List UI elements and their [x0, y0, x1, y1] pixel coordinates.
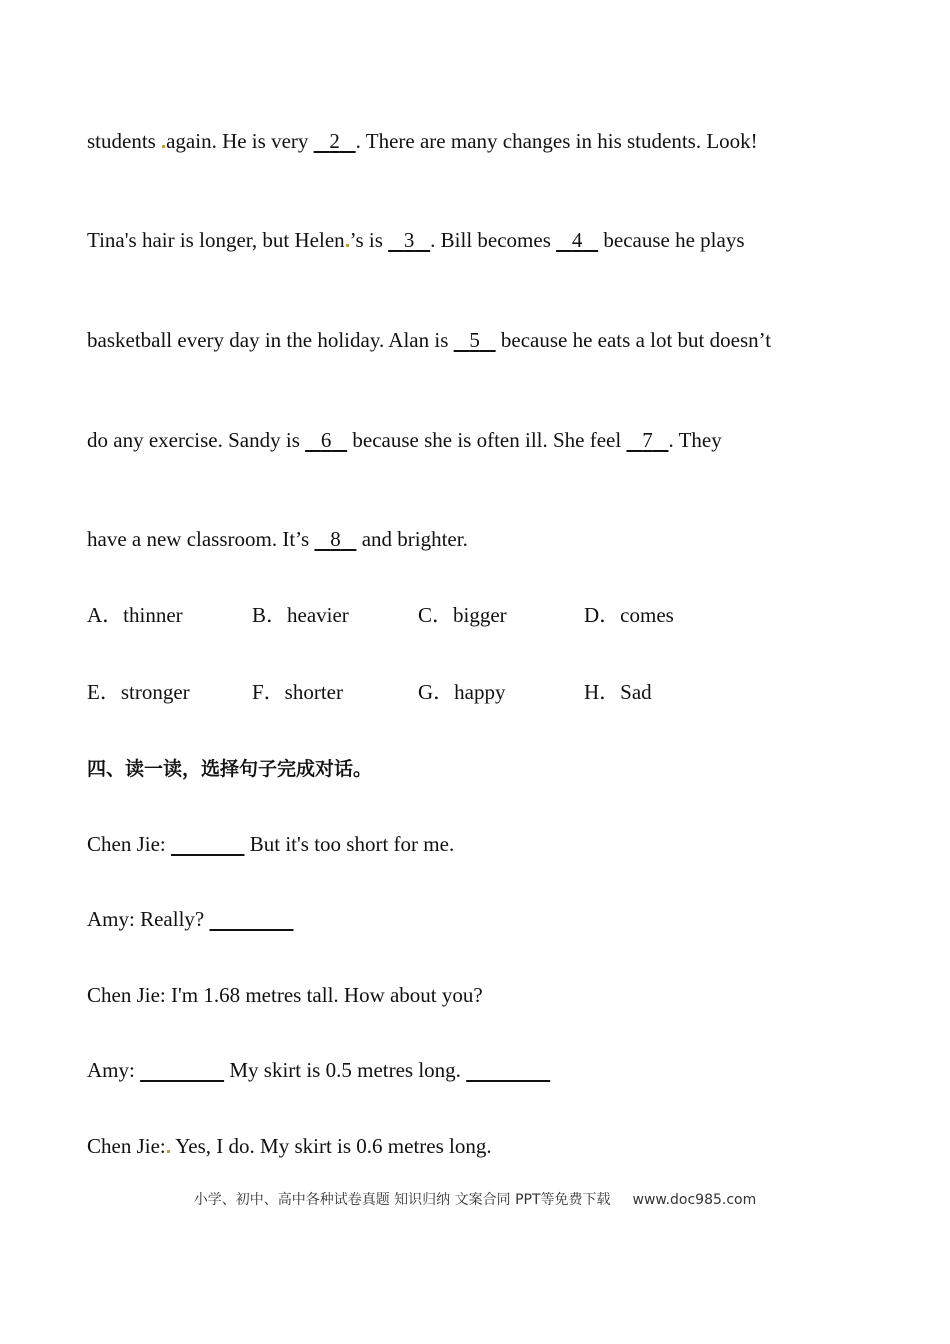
footer	[0, 1189, 950, 1209]
footer-text: 小学、初中、高中各种试卷真题 知识归纳 文案合同 PPT等免费下载	[193, 1192, 611, 1208]
dialogue-text: Chen Jie:	[87, 1134, 166, 1158]
dialogue-text: Yes, I do. My skirt is 0.6 metres long.	[170, 1134, 492, 1158]
passage-text: again. He is very	[166, 129, 314, 153]
mark-dot	[162, 145, 165, 148]
passage-text: basketball every day in the holiday. Alan is	[87, 328, 454, 352]
passage-line-4	[87, 427, 722, 453]
passage-line-1	[87, 128, 758, 154]
section-heading: 四、读一读，选择句子完成对话。	[87, 758, 373, 780]
option-h: H．Sad	[584, 680, 652, 704]
option-c: C．bigger	[418, 603, 507, 627]
dialogue-text: My skirt is 0.5 metres long.	[224, 1058, 467, 1082]
passage-line-2	[87, 227, 745, 253]
option-d: D．comes	[584, 603, 674, 627]
dialogue-line-4	[87, 1057, 550, 1083]
mark-dot	[346, 244, 349, 247]
option-f: F．shorter	[252, 680, 343, 704]
blank-3[interactable]: 3	[403, 228, 415, 252]
passage-text: have a new classroom. It’s	[87, 527, 315, 551]
option-a: A．thinner	[87, 603, 183, 627]
blank-6[interactable]: 6	[320, 428, 332, 452]
option-e: E．stronger	[87, 680, 190, 704]
dialogue-text: Amy:	[87, 1058, 141, 1082]
passage-line-3	[87, 327, 771, 353]
dialogue-text: Chen Jie:	[87, 832, 171, 856]
dialogue-text: But it's too short for me.	[244, 832, 455, 856]
blank-7[interactable]: 7	[642, 428, 653, 452]
dialogue-blank-2[interactable]	[209, 907, 293, 931]
passage-text: Tina's hair is longer, but Helen	[87, 228, 345, 252]
passage-text: students	[87, 129, 162, 153]
blank-4[interactable]: 4	[571, 228, 583, 252]
passage-text: do any exercise. Sandy is	[87, 428, 306, 452]
dialogue-blank-3[interactable]	[140, 1058, 224, 1082]
option-b: B．heavier	[252, 603, 349, 627]
blank-8[interactable]: 8	[330, 527, 341, 551]
footer-site-link[interactable]: www.doc985.com	[632, 1192, 757, 1208]
passage-text: because she is often ill. She feel	[347, 428, 627, 452]
dialogue-blank-1[interactable]	[171, 832, 245, 856]
dialogue-line-3: Chen Jie: I'm 1.68 metres tall. How about you?	[87, 983, 483, 1007]
dialogue-line-2	[87, 906, 293, 932]
passage-text: . There are many changes in his students. Look!	[355, 129, 758, 153]
dialogue-line-1	[87, 831, 454, 857]
dialogue-line-5	[87, 1133, 492, 1159]
blank-2[interactable]: 2	[329, 129, 340, 153]
passage-text: and brighter.	[356, 527, 468, 551]
mark-dot	[167, 1150, 170, 1153]
blank-5[interactable]: 5	[469, 328, 480, 352]
passage-text: . Bill becomes	[430, 228, 557, 252]
passage-text: ’s is	[349, 228, 389, 252]
passage-text: because he plays	[598, 228, 745, 252]
dialogue-blank-4[interactable]	[466, 1058, 550, 1082]
passage-text: because he eats a lot but doesn’t	[495, 328, 772, 352]
dialogue-text: Amy: Really?	[87, 907, 210, 931]
passage-text: . They	[668, 428, 722, 452]
passage-line-5	[87, 526, 468, 552]
option-g: G．happy	[418, 680, 506, 704]
